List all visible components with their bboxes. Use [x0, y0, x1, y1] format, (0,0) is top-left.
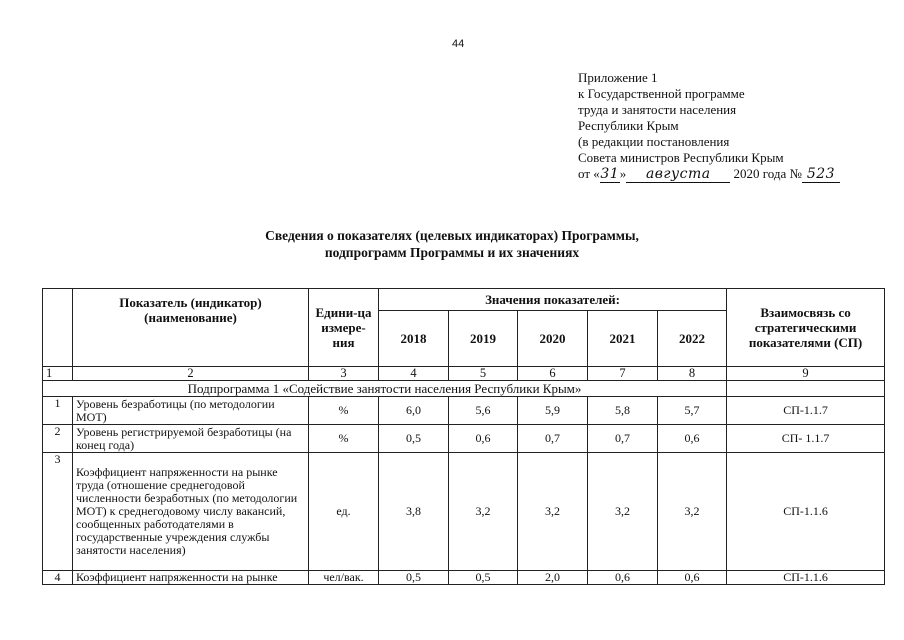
appendix-line: (в редакции постановления — [578, 134, 730, 149]
table-row — [43, 425, 885, 453]
row-number: 1 — [43, 397, 73, 425]
table-row — [43, 397, 885, 425]
row-value: 0,7 — [518, 425, 588, 453]
header-year: 2021 — [588, 311, 658, 367]
row-indicator: Коэффициент напряженности на рынке труда (отношение среднегодовой численности безработных (по методологии МОТ) к среднегодовому числу вакансий, сообщенных работодателями в государственные учреждения службы занятости населения) — [73, 453, 309, 571]
row-value: 2,0 — [518, 571, 588, 585]
row-value: 3,2 — [518, 453, 588, 571]
row-indicator: Уровень безработицы (по методологии МОТ) — [73, 397, 309, 425]
row-value: 5,8 — [588, 397, 658, 425]
table-row — [43, 571, 885, 585]
page-number: 44 — [452, 38, 465, 50]
col-number: 1 — [43, 367, 73, 381]
indicators-table — [42, 288, 885, 585]
row-value: 0,6 — [658, 571, 727, 585]
col-number: 7 — [588, 367, 658, 381]
row-number: 3 — [43, 453, 73, 571]
col-number: 6 — [518, 367, 588, 381]
col-number: 3 — [309, 367, 379, 381]
date-year: 2020 года № — [733, 166, 802, 181]
row-value: 0,7 — [588, 425, 658, 453]
date-day: 31 — [600, 166, 620, 182]
appendix-line: Республики Крым — [578, 118, 679, 133]
date-prefix: от « — [578, 166, 600, 181]
col-number: 4 — [379, 367, 449, 381]
col-number: 2 — [73, 367, 309, 381]
header-values: Значения показателей: — [379, 289, 727, 311]
appendix-date-line — [578, 166, 840, 183]
subprogram-title: Подпрограмма 1 «Содействие занятости населения Республики Крым» — [43, 381, 727, 397]
header-number — [43, 289, 73, 367]
date-month: августа — [626, 166, 730, 183]
title-line-2: подпрограмм Программы и их значениях — [324, 245, 580, 260]
row-link: СП-1.1.7 — [727, 397, 885, 425]
header-year: 2018 — [379, 311, 449, 367]
row-value: 0,6 — [658, 425, 727, 453]
appendix-line: Приложение 1 — [578, 70, 658, 85]
row-value: 3,2 — [658, 453, 727, 571]
appendix-block — [578, 70, 840, 183]
title-line-1: Сведения о показателях (целевых индикаторах) Программы, — [265, 228, 639, 243]
row-link: СП-1.1.6 — [727, 571, 885, 585]
row-value: 5,7 — [658, 397, 727, 425]
row-unit: чел/вак. — [309, 571, 379, 585]
appendix-line: Совета министров Республики Крым — [578, 150, 784, 165]
header-year: 2020 — [518, 311, 588, 367]
row-value: 5,9 — [518, 397, 588, 425]
row-number: 2 — [43, 425, 73, 453]
header-unit: Едини-ца измере-ния — [309, 289, 379, 367]
col-number: 9 — [727, 367, 885, 381]
row-value: 3,2 — [449, 453, 518, 571]
table-row — [43, 453, 885, 571]
subprogram-link-cell — [727, 381, 885, 397]
row-link: СП-1.1.6 — [727, 453, 885, 571]
row-indicator: Коэффициент напряженности на рынке — [73, 571, 309, 585]
row-value: 0,6 — [449, 425, 518, 453]
row-indicator: Уровень регистрируемой безработицы (на конец года) — [73, 425, 309, 453]
document-title — [0, 227, 904, 261]
appendix-line: к Государственной программе — [578, 86, 745, 101]
row-value: 3,2 — [588, 453, 658, 571]
row-value: 0,5 — [449, 571, 518, 585]
row-link: СП- 1.1.7 — [727, 425, 885, 453]
appendix-line: труда и занятости населения — [578, 102, 737, 117]
row-value: 6,0 — [379, 397, 449, 425]
header-year: 2019 — [449, 311, 518, 367]
col-number: 5 — [449, 367, 518, 381]
col-number: 8 — [658, 367, 727, 381]
row-value: 0,5 — [379, 425, 449, 453]
row-value: 5,6 — [449, 397, 518, 425]
row-value: 0,5 — [379, 571, 449, 585]
row-value: 3,8 — [379, 453, 449, 571]
row-number: 4 — [43, 571, 73, 585]
header-link: Взаимосвязь со стратегическими показателями (СП) — [727, 289, 885, 367]
header-indicator: Показатель (индикатор) (наименование) — [73, 289, 309, 367]
row-unit: % — [309, 425, 379, 453]
header-year: 2022 — [658, 311, 727, 367]
row-value: 0,6 — [588, 571, 658, 585]
row-unit: % — [309, 397, 379, 425]
date-sep: » — [619, 166, 627, 181]
date-number: 523 — [802, 166, 840, 183]
row-unit: ед. — [309, 453, 379, 571]
